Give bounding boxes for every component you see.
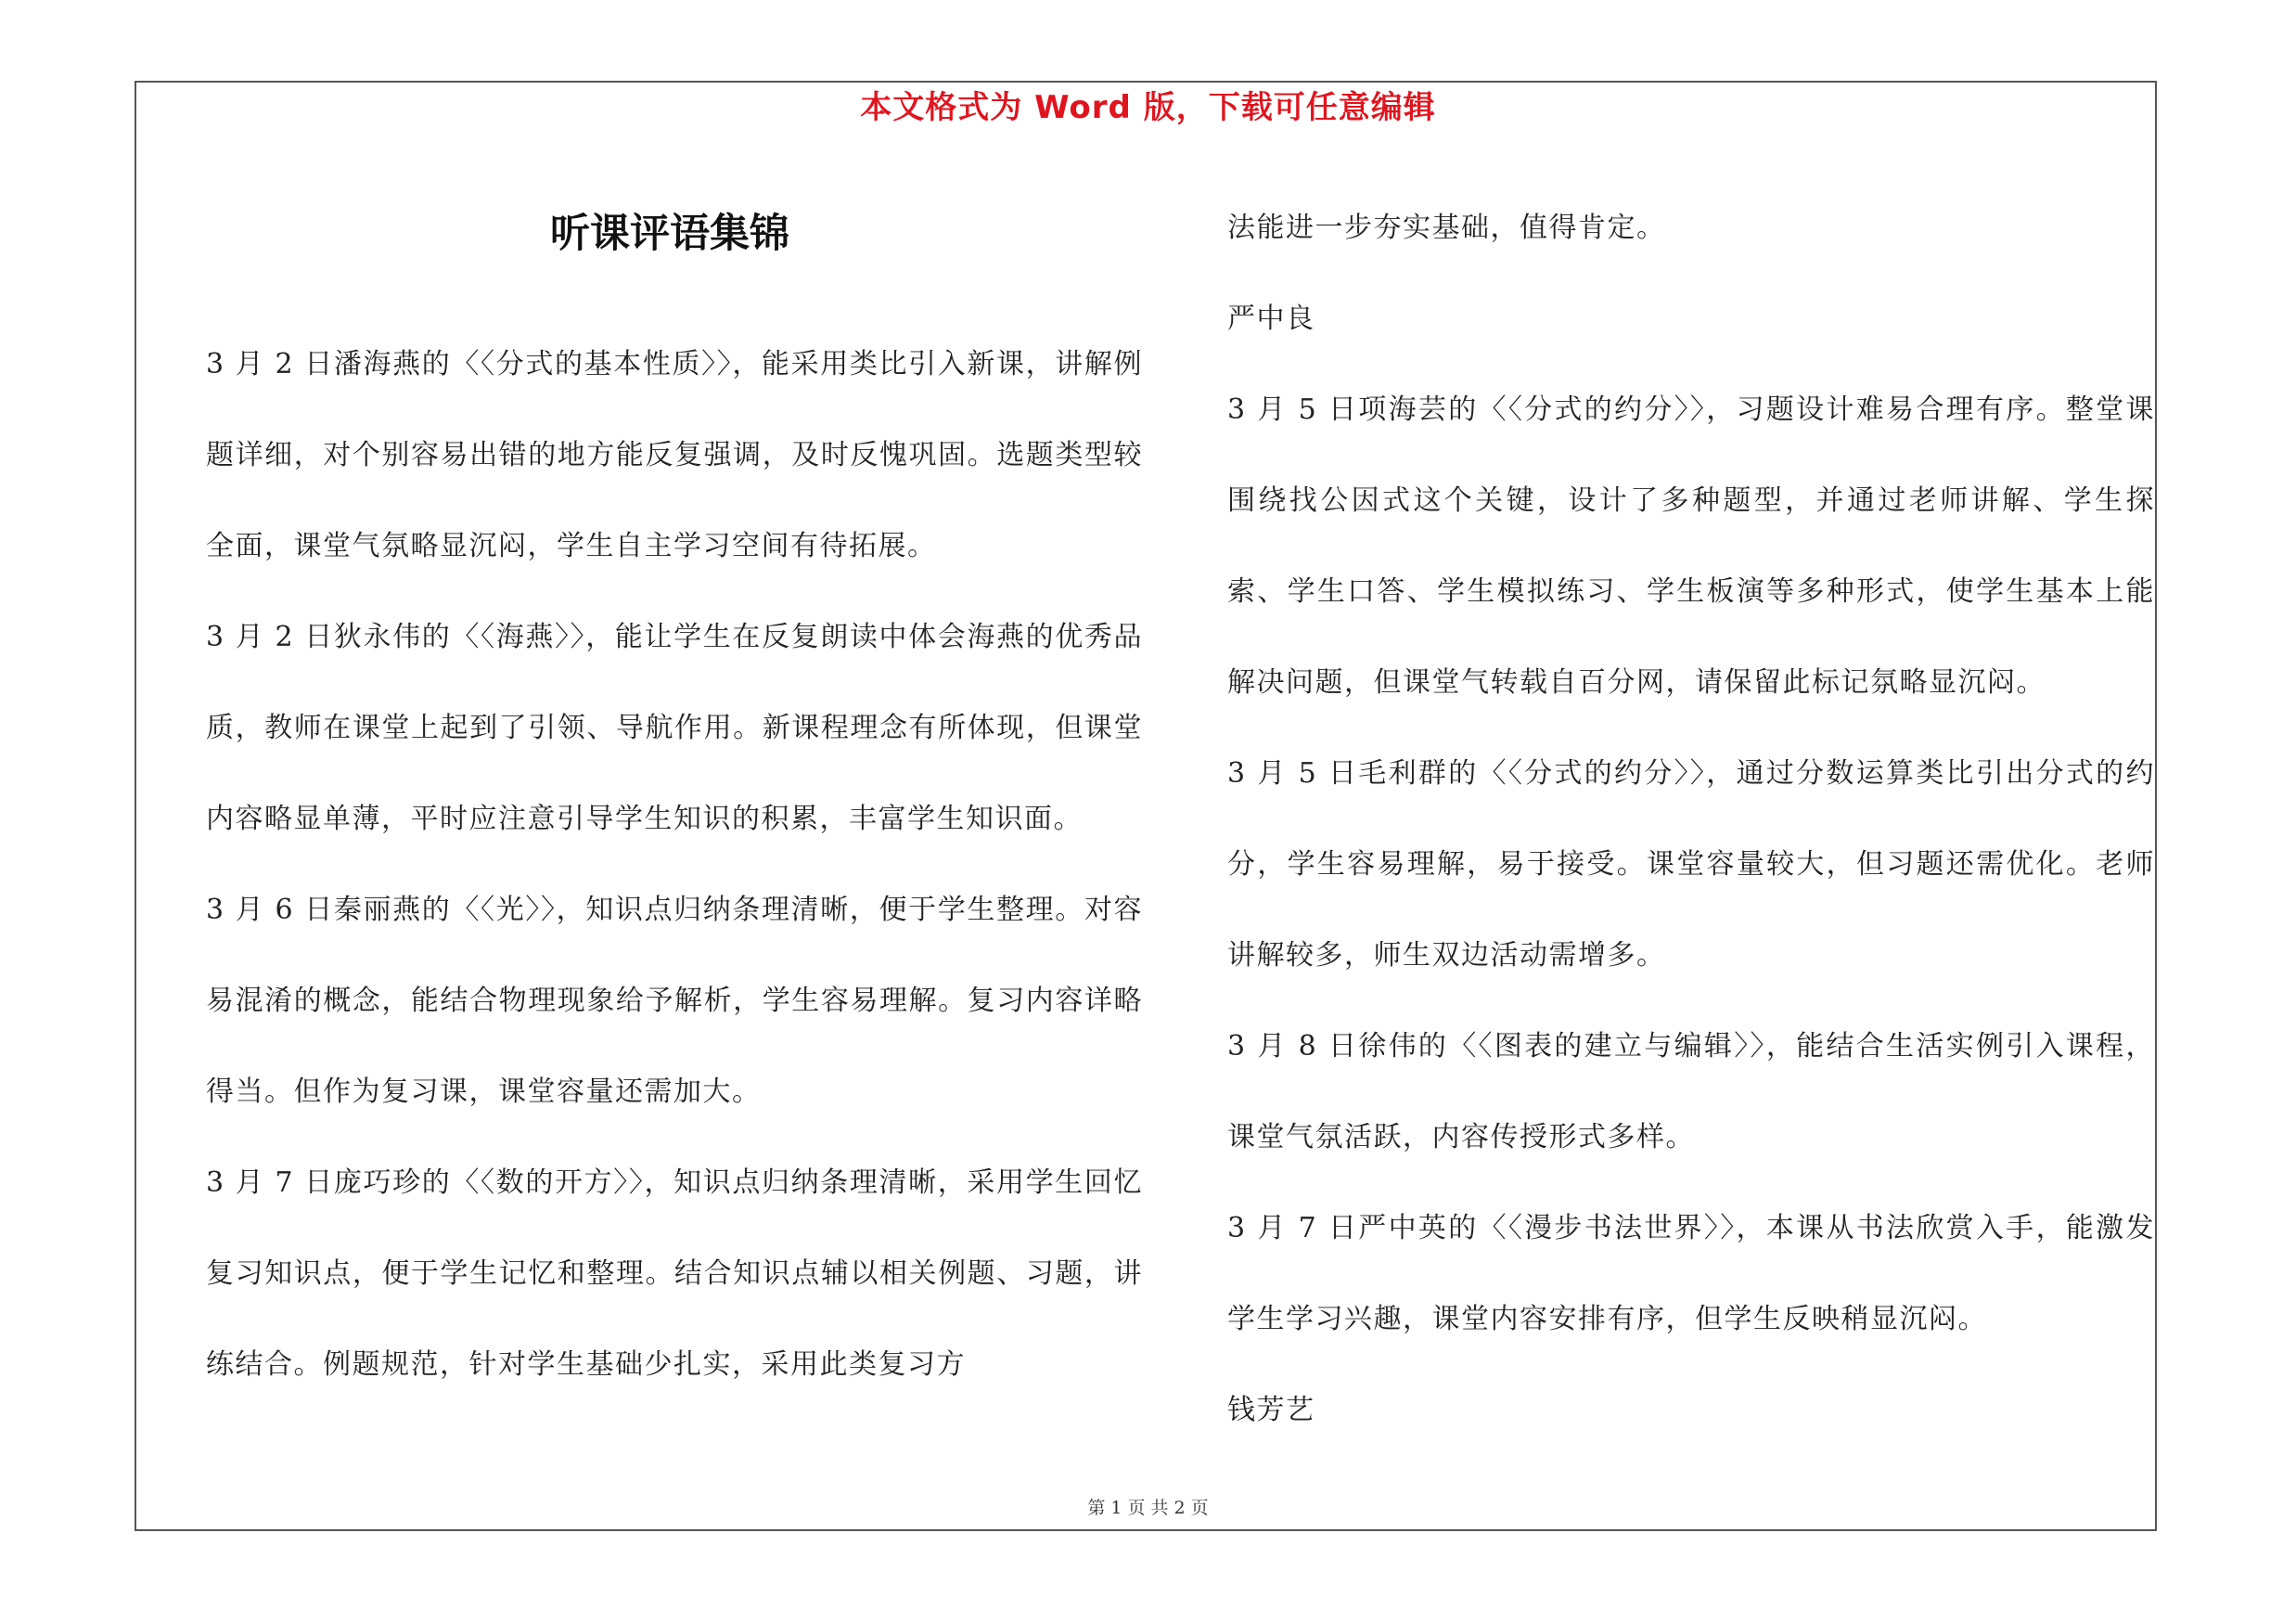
comment-paragraph: 3 月 7 日严中英的〈〈漫步书法世界〉〉，本课从书法欣赏入手，能激发学生学习兴趣，课堂内容安排有序，但学生反映稍显沉闷。 — [1227, 1212, 2155, 1335]
word-format-banner: 本文格式为 Word 版，下载可任意编辑 — [860, 89, 1436, 126]
author-signature: 严中良 — [1227, 303, 1315, 335]
document-title: 听课评语集锦 — [550, 211, 789, 257]
right-column — [1227, 183, 2155, 1456]
comment-paragraph: 3 月 7 日庞巧珍的〈〈数的开方〉〉，知识点归纳条理清晰，采用学生回忆复习知识点，便于学生记忆和整理。结合知识点辅以相关例题、习题，讲练结合。例题规范，针对学生基础少扎实，采用此类复习方 — [206, 1166, 1143, 1381]
comment-paragraph: 法能进一步夯实基础，值得肯定。 — [1227, 212, 1666, 244]
comment-paragraph: 3 月 5 日项海芸的〈〈分式的约分〉〉，习题设计难易合理有序。整堂课围绕找公因式这个关键，设计了多种题型，并通过老师讲解、学生探索、学生口答、学生模拟练习、学生板演等多种形式，使学生基本上能解决问题，但课堂气转载自百分网，请保留此标记氛略显沉闷。 — [1227, 393, 2155, 699]
comment-paragraph: 3 月 2 日潘海燕的〈〈分式的基本性质〉〉，能采用类比引入新课，讲解例题详细，对个别容易出错的地方能反复强调，及时反愧巩固。选题类型较全面，课堂气氛略显沉闷，学生自主学习空间有待拓展。 — [206, 348, 1143, 562]
comment-paragraph: 3 月 8 日徐伟的〈〈图表的建立与编辑〉〉，能结合生活实例引入课程，课堂气氛活跃，内容传授形式多样。 — [1227, 1030, 2155, 1153]
author-signature: 钱芳艺 — [1227, 1394, 1315, 1426]
comment-paragraph: 3 月 6 日秦丽燕的〈〈光〉〉，知识点归纳条理清晰，便于学生整理。对容易混淆的概念，能结合物理现象给予解析，学生容易理解。复习内容详略得当。但作为复习课，课堂容量还需加大。 — [206, 894, 1143, 1108]
comment-paragraph: 3 月 5 日毛利群的〈〈分式的约分〉〉，通过分数运算类比引出分式的约分，学生容易理解，易于接受。课堂容量较大，但习题还需优化。老师讲解较多，师生双边活动需增多。 — [1227, 757, 2155, 972]
page-number: 第 1 页 共 2 页 — [1087, 1498, 1209, 1518]
comment-paragraph: 3 月 2 日狄永伟的〈〈海燕〉〉，能让学生在反复朗读中体会海燕的优秀品质，教师在课堂上起到了引领、导航作用。新课程理念有所体现，但课堂内容略显单薄，平时应注意引导学生知识的积累，丰富学生知识面。 — [206, 621, 1143, 835]
left-column — [206, 319, 1143, 1410]
